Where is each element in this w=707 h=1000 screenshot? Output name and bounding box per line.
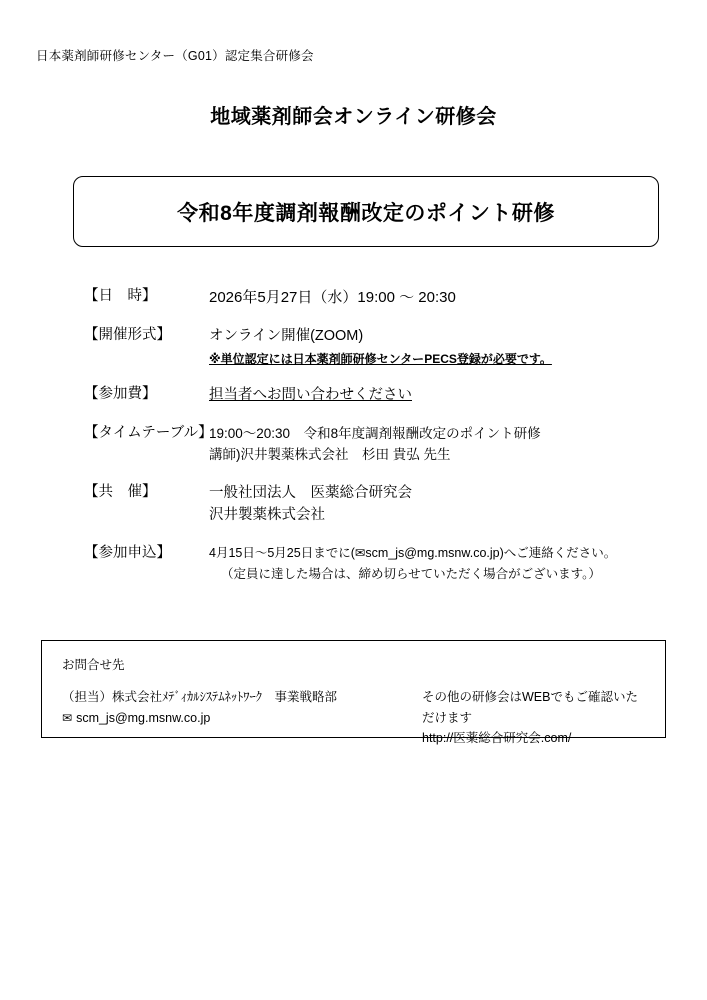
fee-value-text: 担当者へお問い合わせください [209,387,412,404]
web-note: その他の研修会はWEBでもご確認いただけます [422,690,638,725]
format-value-text: オンライン開催(ZOOM) [209,328,364,345]
timetable-line-2: 講師)沢井製薬株式会社 杉田 貴弘 先生 [209,447,451,463]
info-value-date: 2026年5月27日（水）19:00 ～ 20:30 [209,289,456,306]
pecs-note: ※単位認定には日本薬剤師研修センターPECS登録が必要です。 [209,351,552,366]
info-row-fee [84,384,644,406]
info-block [84,286,644,601]
info-value-cohost [209,482,644,527]
info-row-cohost [84,482,644,527]
info-row-format [84,325,644,368]
contact-email[interactable]: scm_js@mg.msnw.co.jp [76,710,211,725]
contact-email-row [62,708,422,729]
cohost-line-1: 一般社団法人 医薬総合研究会 [209,484,412,501]
info-label-cohost: 【共 催】 [84,483,157,500]
cohost-line-2: 沢井製薬株式会社 [209,507,325,524]
application-line-1: 4月15日～5月25日までに(✉scm_js@mg.msnw.co.jp)へご連絡ください。 [209,545,617,560]
web-url[interactable]: http://医薬総合研究会.com/ [422,731,572,746]
seminar-title-box [73,176,659,247]
page-title: 地域薬剤師会オンライン研修会 [210,106,497,128]
info-label-fee: 【参加費】 [84,386,157,403]
info-label-application: 【参加申込】 [84,544,171,561]
info-value-application [209,543,644,586]
info-value-format [209,325,644,368]
contact-left [62,687,422,749]
info-label-timetable: 【タイムテーブル】 [84,424,213,441]
application-line-2: （定員に達した場合は、締め切らせていただく場合がございます。） [221,567,601,582]
contact-organization: （担当）株式会社ﾒﾃﾞｨｶﾙｼｽﾃﾑﾈｯﾄﾜｰｸ 事業戦略部 [62,690,338,704]
info-value-fee [209,384,644,406]
contact-box [41,640,666,746]
info-label-date: 【日 時】 [84,288,157,304]
timetable-line-1: 19:00～20:30 令和8年度調剤報酬改定のポイント研修 [209,425,541,441]
info-label-format: 【開催形式】 [84,327,171,344]
info-row-timetable [84,423,644,466]
info-row-application [84,543,644,586]
accreditation-header: 日本薬剤師研修センター（G01）認定集合研修会 [36,49,314,63]
info-value-timetable [209,423,644,466]
contact-grid [62,687,645,749]
info-row-date [84,286,644,309]
contact-title: お問合せ先 [62,658,125,672]
mail-icon: ✉ [62,710,73,725]
contact-right [422,687,645,749]
seminar-title: 令和8年度調剤報酬改定のポイント研修 [177,201,555,225]
